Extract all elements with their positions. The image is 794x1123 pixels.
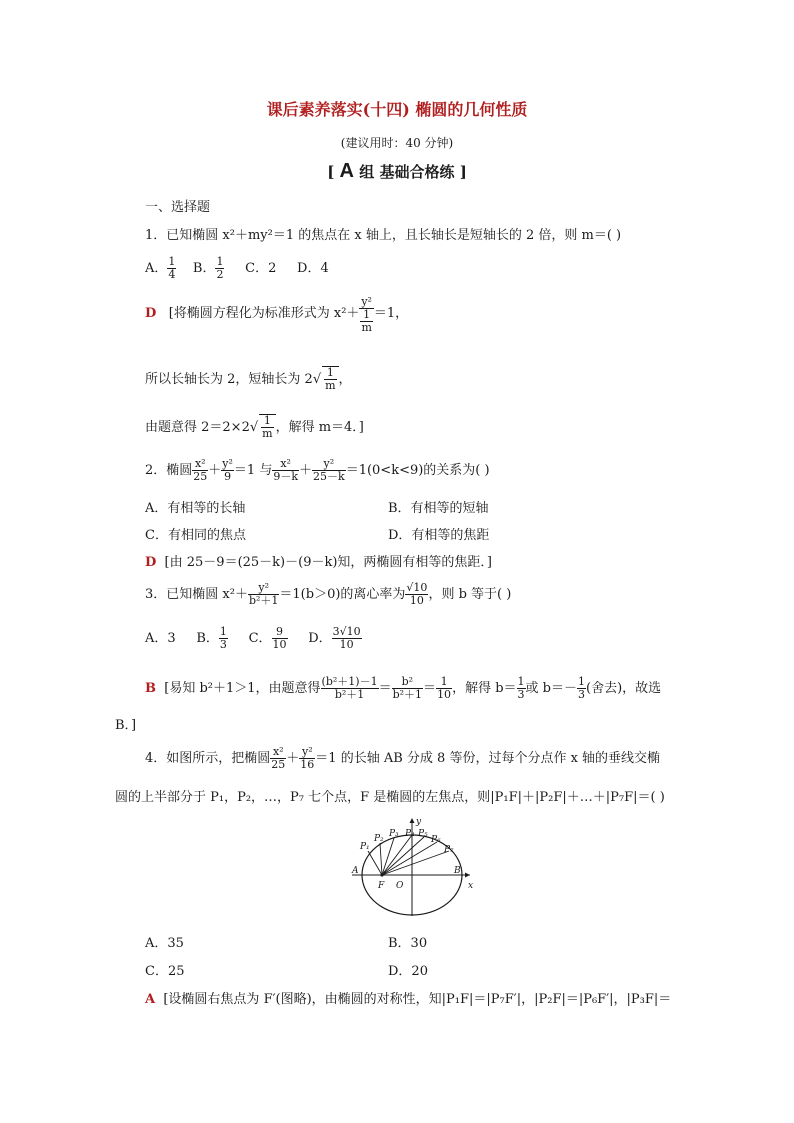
fig-label-p2: P₂ xyxy=(374,834,384,844)
section-heading: 一、选择题 xyxy=(145,200,211,215)
ellipse-figure xyxy=(348,812,478,920)
q1-opt-d: D．4 xyxy=(297,261,329,277)
q1-solution-line2: 所以长轴长为 2，短轴长为 2√ $\frac{1}{m}$ ， xyxy=(145,366,352,393)
q1-opt-a-label: A． xyxy=(145,261,168,277)
fig-label-p7: P₇ xyxy=(444,845,454,855)
fig-label-p4: P₄ xyxy=(405,829,415,839)
group-label: 组 基础合格练 xyxy=(359,163,455,181)
fig-label-p6: P₆ xyxy=(431,835,441,845)
q1-options xyxy=(145,256,329,281)
fig-label-p3: P₃ xyxy=(389,829,399,839)
q4-opt-a: A．35 xyxy=(145,936,184,951)
q4-opt-b: B．30 xyxy=(388,936,428,951)
time-note: (建议用时：40 分钟) xyxy=(340,136,454,150)
q4-answer: A xyxy=(145,992,156,1007)
q4-solution: A [设椭圆右焦点为 F′(图略)，由椭圆的对称性，知|P₁F|＝|P₇F′|，|P₂F|＝|P₆F′|，|P₃F|＝ xyxy=(145,992,672,1007)
q3-opt-c-label: C． xyxy=(248,631,272,647)
page-title: 课后素养落实(十四) 椭圆的几何性质 xyxy=(266,100,528,119)
group-bracket-open: [ xyxy=(327,163,335,181)
q1-opt-b-label: B． xyxy=(192,261,216,277)
x-axis-arrow xyxy=(465,873,470,878)
q1-answer: D xyxy=(145,306,157,322)
q2-answer: D xyxy=(145,555,157,570)
q2-opt-b: B．有相等的短轴 xyxy=(388,501,489,516)
fig-label-a: A xyxy=(352,866,359,876)
q4-opt-d: D．20 xyxy=(388,964,428,979)
q1-solution-line3: 由题意得 2＝2×2√ $\frac{1}{m}$ ，解得 m＝4．] xyxy=(145,414,364,441)
q1-opt-a-frac: $\frac{1}{4}$ xyxy=(168,255,176,282)
fig-label-f: F xyxy=(378,881,385,891)
y-axis-arrow xyxy=(410,818,415,823)
q1-opt-c: C．2 xyxy=(245,261,277,277)
fig-label-x: x xyxy=(468,881,474,891)
q4-stem-line1: 4．如图所示，把椭圆 $\frac{\text{x²}}{25}$ ＋ $\frac{\text{y²}}{16}$ ＝1 的长轴 AB 分成 8 等份，过每个分点作 x 轴的垂线交椭 xyxy=(145,745,661,772)
q1-solution-line1: D [将椭圆方程化为标准形式为 x²＋ y² 1 m ＝1， xyxy=(145,295,409,335)
q1-opt-b-frac: $\frac{1}{2}$ xyxy=(216,255,224,282)
fig-label-y: y xyxy=(416,817,422,827)
q3-answer: B xyxy=(145,681,156,697)
q3-stem: 3．已知椭圆 x²＋ $\frac{\text{y²}}{\text{b²＋1}}$ ＝1(b＞0)的离心率为 $\frac{√10}{10}$ ，则 b 等于( ) xyxy=(145,581,512,608)
group-letter: A xyxy=(339,160,354,182)
fig-label-p1: P₁ xyxy=(360,842,370,852)
focus-point xyxy=(380,873,383,876)
fig-label-p5: P₅ xyxy=(418,829,428,839)
q4-stem-line2: 圆的上半部分于 P₁，P₂，…，P₇ 七个点，F 是椭圆的左焦点，则|P₁F|＋|P₂F|＋…＋|P₇F|＝( ) xyxy=(115,790,665,805)
fig-label-o: O xyxy=(396,881,404,891)
q3-solution-line2: B．] xyxy=(115,718,137,733)
q3-solution-line1: B [易知 b²＋1＞1，由题意得 $\frac{\text{(b²＋1)－1}}{\text{b²＋1}}$ ＝ $\frac{\text{b²}}{\text{b²＋1}}$ ＝ $\frac{1}{10}$ ，解得 b＝ $\frac{1}{3}$ 或 b＝－ $\frac{1}{3}$ (舍去)，故选 xyxy=(145,675,662,702)
q2-opt-c: C．有相同的焦点 xyxy=(145,528,246,543)
q3-options: A．3 B． $\frac{1}{3}$ C． $\frac{9}{10}$ D． $\frac{3√10}{10}$ xyxy=(145,625,361,652)
group-bracket-close: ] xyxy=(459,163,467,181)
q2-solution: D [由 25－9＝(25－k)－(9－k)知，两椭圆有相等的焦距．] xyxy=(145,555,492,570)
q2-opt-d: D．有相等的焦距 xyxy=(388,528,490,543)
fig-label-b: B xyxy=(454,866,461,876)
q3-opt-a: A．3 xyxy=(145,631,176,647)
q3-opt-d-label: D． xyxy=(308,631,332,647)
q1-stem: 1．已知椭圆 x²＋my²＝1 的焦点在 x 轴上，且长轴长是短轴长的 2 倍，则 m＝( ) xyxy=(145,228,622,243)
q3-opt-b-label: B． xyxy=(196,631,219,647)
q2-stem: 2．椭圆 $\frac{\text{x²}}{25}$ ＋ $\frac{\text{y²}}{9}$ ＝1 与 $\frac{\text{x²}}{9-k}$ ＋ $\frac{\text{y²}}{25-k}$ ＝1(0<k<9)的关系为( ) xyxy=(145,457,490,484)
group-heading xyxy=(0,160,794,183)
q2-opt-a: A．有相等的长轴 xyxy=(145,501,246,516)
q4-opt-c: C．25 xyxy=(145,964,185,979)
